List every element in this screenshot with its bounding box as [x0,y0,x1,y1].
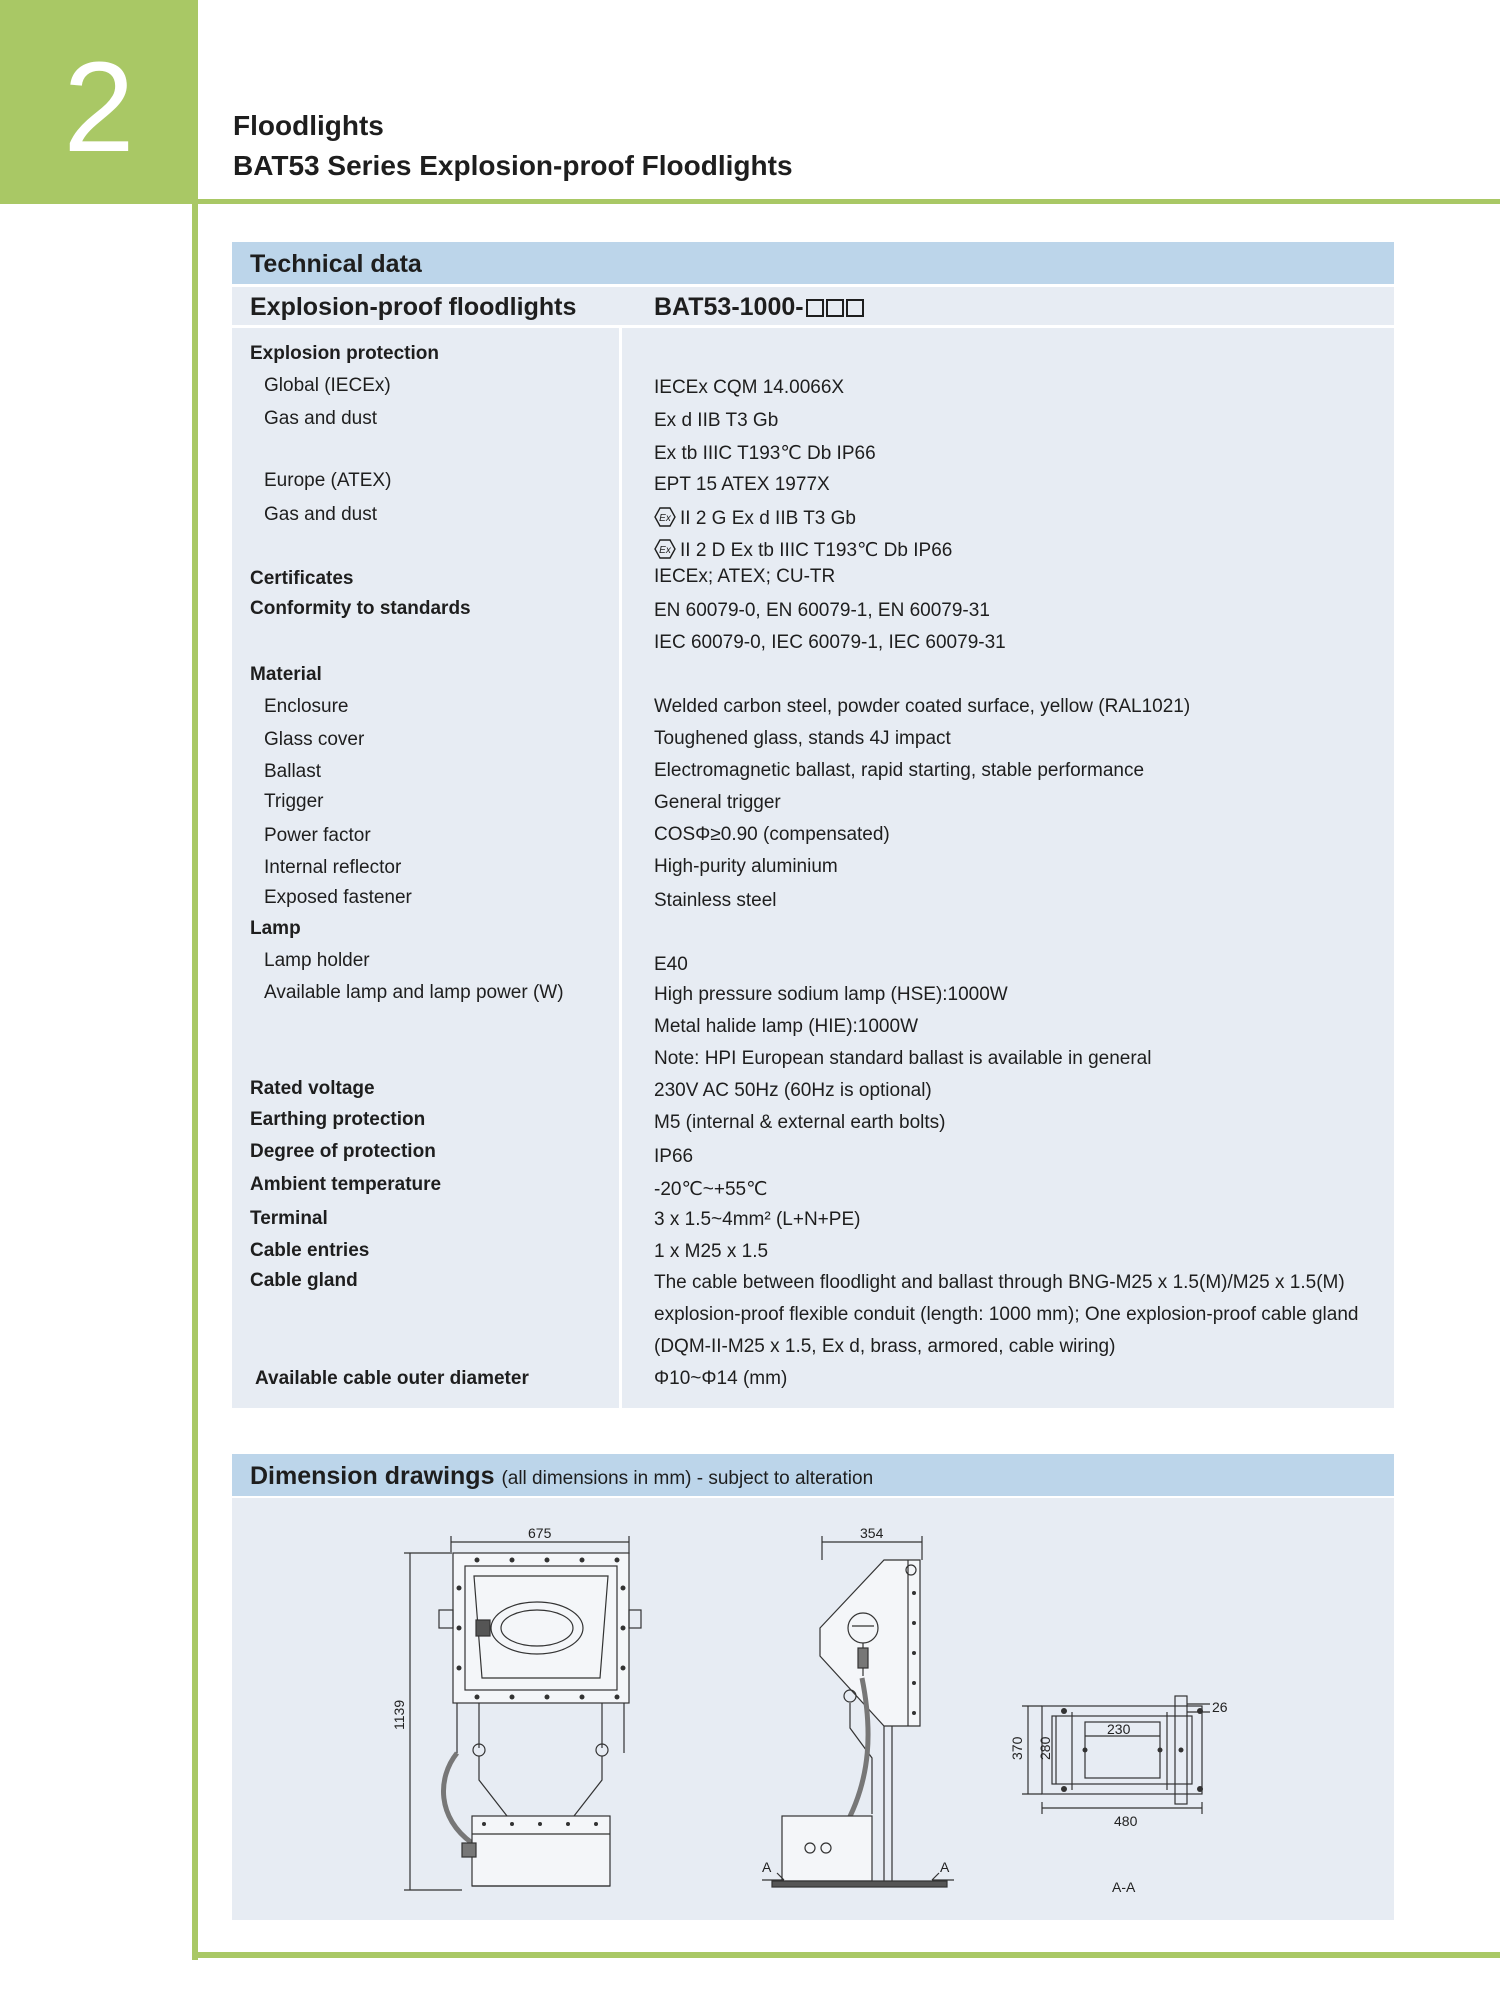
row-label: Internal reflector [264,857,402,878]
category-title: Floodlights [233,110,384,141]
placeholder-box-icon [806,299,824,317]
row-label: Degree of protection [250,1141,436,1162]
row-value: Welded carbon steel, powder coated surface, yellow (RAL1021) [654,696,1191,717]
front-view-drawing [404,1536,641,1890]
row-value: Ex tb IIIC T193℃ Db IP66 [654,443,876,464]
row-value: Ex d IIB T3 Gb [654,410,779,431]
technical-data-bar [232,242,1394,284]
row-value: COSΦ≥0.90 (compensated) [654,824,890,845]
base-outer-width-label: 480 [1114,1813,1138,1829]
row-value-text: II 2 G Ex d IIB T3 Gb [680,508,857,529]
row-label: Europe (ATEX) [264,470,392,491]
row-value: IP66 [654,1146,694,1167]
product-label: Explosion-proof floodlights [250,293,577,321]
chapter-tab [0,0,198,204]
row-value [654,507,856,530]
row-label: Lamp [250,918,301,939]
row-value: IECEx CQM 14.0066X [654,377,845,398]
page-border-left [192,204,198,1960]
row-value: 230V AC 50Hz (60Hz is optional) [654,1080,932,1101]
row-value: Stainless steel [654,890,777,911]
row-value: (DQM-II-M25 x 1.5, Ex d, brass, armored, cable wiring) [654,1336,1116,1357]
row-label: Cable entries [250,1240,370,1261]
row-label: Exposed fastener [264,887,412,908]
row-label: Gas and dust [264,408,378,429]
page-border-bottom [192,1952,1500,1958]
dimension-drawings [232,1498,1394,1920]
row-value: Φ10~Φ14 (mm) [654,1368,788,1389]
base-offset-label: 26 [1212,1699,1228,1715]
row-label: Rated voltage [250,1078,375,1099]
row-value: -20℃~+55℃ [654,1179,768,1200]
row-value: The cable between floodlight and ballast through BNG-M25 x 1.5(M)/M25 x 1.5(M) [654,1272,1345,1293]
row-label: Enclosure [264,696,349,717]
row-label: Power factor [264,825,371,846]
row-label: Ballast [264,761,322,782]
row-label: Material [250,664,322,685]
row-value: High pressure sodium lamp (HSE):1000W [654,984,1008,1005]
row-label: Earthing protection [250,1109,426,1130]
column-separator [619,328,622,1408]
row-value-text: II 2 D Ex tb IIIC T193℃ Db IP66 [680,540,953,561]
row-label: Trigger [264,791,324,812]
row-value: EPT 15 ATEX 1977X [654,474,830,495]
placeholder-box-icon [826,299,844,317]
row-label: Conformity to standards [250,598,471,619]
row-value: IEC 60079-0, IEC 60079-1, IEC 60079-31 [654,632,1006,653]
row-value: M5 (internal & external earth bolts) [654,1112,946,1133]
technical-data-title: Technical data [250,250,422,278]
row-value [654,539,952,562]
row-label: Available lamp and lamp power (W) [264,982,564,1003]
row-label: Lamp holder [264,950,370,971]
svg-text:Ex: Ex [659,513,671,524]
placeholder-box-icon [846,299,864,317]
row-value: Note: HPI European standard ballast is available in general [654,1048,1152,1069]
row-value: General trigger [654,792,781,813]
base-outer-height-label: 370 [1009,1736,1025,1760]
row-label: Glass cover [264,729,365,750]
dimension-drawings-title [250,1462,873,1491]
row-label: Available cable outer diameter [255,1368,529,1389]
front-width-label: 675 [528,1525,552,1541]
row-value: 3 x 1.5~4mm² (L+N+PE) [654,1209,861,1230]
ex-mark-icon [654,507,676,527]
model-prefix: BAT53-1000- [654,293,804,321]
row-value: EN 60079-0, EN 60079-1, EN 60079-31 [654,600,990,621]
base-inner-height-label: 280 [1037,1736,1053,1760]
model-number [654,293,864,322]
row-label: Ambient temperature [250,1174,442,1195]
row-value: Toughened glass, stands 4J impact [654,728,951,749]
front-height-label: 1139 [391,1699,407,1730]
row-label: Explosion protection [250,343,439,364]
side-width-label: 354 [860,1525,884,1541]
row-value: IECEx; ATEX; CU-TR [654,566,836,587]
dimension-drawings-panel [232,1498,1394,1920]
row-value: E40 [654,954,688,975]
row-value: 1 x M25 x 1.5 [654,1241,769,1262]
row-label: Global (IECEx) [264,375,391,396]
svg-text:Ex: Ex [659,545,671,556]
row-value: explosion-proof flexible conduit (length: 1000 mm); One explosion-proof cable gland [654,1304,1359,1325]
ex-mark-icon [654,539,676,559]
row-label: Cable gland [250,1270,358,1291]
row-value: High-purity aluminium [654,856,838,877]
dimension-title-text: Dimension drawings [250,1462,495,1490]
row-value: Metal halide lamp (HIE):1000W [654,1016,918,1037]
product-header-row [232,287,1394,325]
header-rule [198,199,1500,204]
section-label: A-A [1112,1879,1136,1895]
row-value: Electromagnetic ballast, rapid starting, stable performance [654,760,1145,781]
section-marker-left: A [762,1859,772,1875]
side-view-drawing [762,1536,954,1887]
dimension-drawings-bar [232,1454,1394,1496]
series-title: BAT53 Series Explosion-proof Floodlights [233,150,793,181]
row-label: Gas and dust [264,504,378,525]
dimension-note: (all dimensions in mm) - subject to alteration [501,1468,874,1489]
base-inner-width-label: 230 [1107,1721,1131,1737]
section-marker-right: A [940,1859,950,1875]
chapter-number: 2 [63,36,135,179]
row-label: Certificates [250,568,354,589]
row-label: Terminal [250,1208,328,1229]
